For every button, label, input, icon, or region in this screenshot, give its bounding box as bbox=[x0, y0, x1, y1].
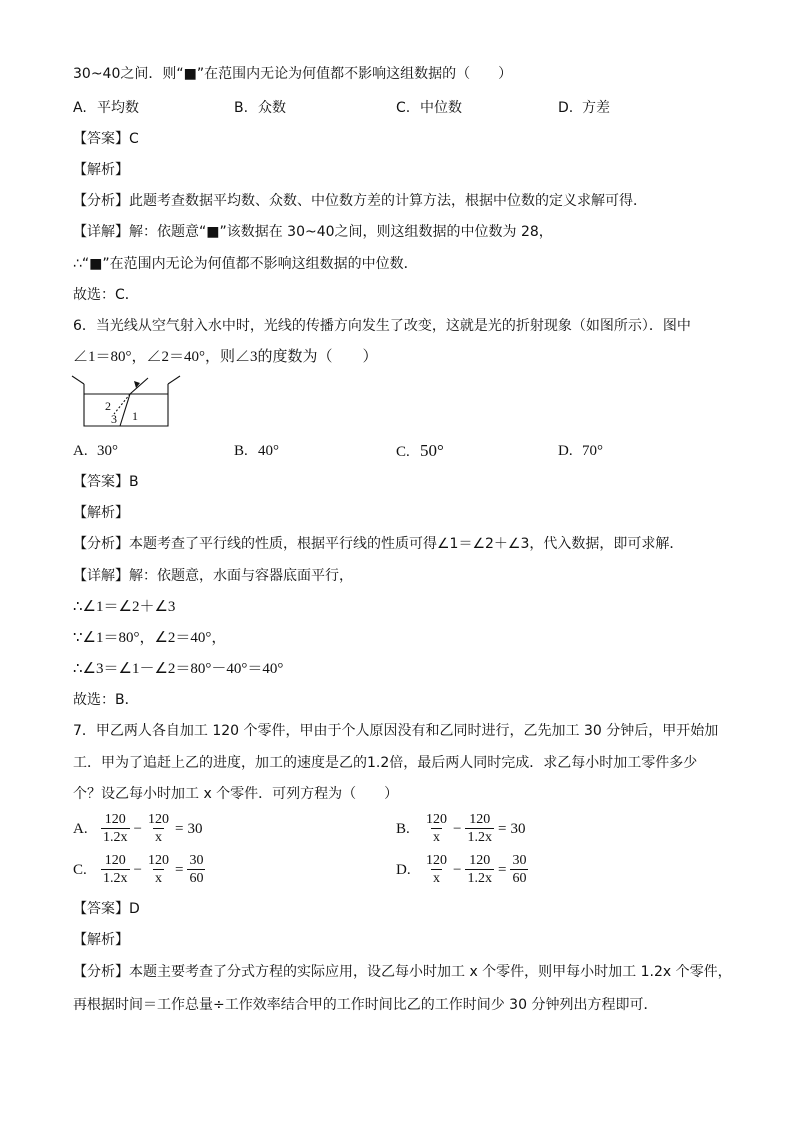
q6-answer: 【答案】B bbox=[73, 474, 139, 490]
q6-option-b: B. 40° bbox=[234, 443, 279, 459]
angle-label-3: 3 bbox=[111, 412, 117, 426]
q7-option-d: D. $\frac{120}{x}$ − $\frac{120}{1.2x}$ = $\frac{30}{60}$ bbox=[396, 853, 527, 886]
q6-stem-line1: 6．当光线从空气射入水中时，光线的传播方向发生了改变，这就是光的折射现象（如图所示）．图中 bbox=[73, 318, 691, 334]
q7-answer: 【答案】D bbox=[73, 901, 140, 917]
q7-option-b: B. $\frac{120}{x}$ − $\frac{120}{1.2x}$ = 30 bbox=[396, 812, 526, 845]
q7-stem-line3: 个？设乙每小时加工 x 个零件．可列方程为（ ） bbox=[73, 786, 399, 802]
q7-analysis-line1: 【分析】本题主要考查了分式方程的实际应用，设乙每小时加工 x 个零件，则甲每小时加工 1.2x 个零件， bbox=[73, 964, 732, 980]
q7-analysis-heading: 【解析】 bbox=[73, 932, 129, 948]
q5-stem-tail: 30~40之间．则“■”在范围内无论为何值都不影响这组数据的（ ） bbox=[73, 66, 513, 82]
q5-option-a: A. 平均数 bbox=[73, 100, 139, 116]
q7-option-a: A. $\frac{120}{1.2x}$ − $\frac{120}{x}$ = 30 bbox=[73, 812, 203, 845]
q5-detail: 【详解】解：依题意“■”该数据在 30~40之间，则这组数据的中位数为 28， bbox=[73, 224, 553, 240]
q5-answer: 【答案】C bbox=[73, 131, 139, 147]
q7-option-c: C. $\frac{120}{1.2x}$ − $\frac{120}{x}$ = $\frac{30}{60}$ bbox=[73, 853, 204, 886]
q6-detail: 【详解】解：依题意，水面与容器底面平行， bbox=[73, 568, 353, 584]
q5-option-b: B. 众数 bbox=[234, 100, 286, 116]
q6-step-3: ∴∠3＝∠1－∠2＝80°－40°＝40° bbox=[73, 661, 284, 677]
angle-label-2: 2 bbox=[105, 399, 111, 413]
q6-step-1: ∴∠1＝∠2＋∠3 bbox=[73, 599, 176, 615]
q5-option-d: D. 方差 bbox=[558, 100, 610, 116]
q5-choice: 故选：C． bbox=[73, 287, 139, 303]
q6-stem-line2: ∠1＝80°，∠2＝40°，则∠3的度数为（ ） bbox=[73, 349, 378, 365]
q6-step-2: ∵∠1＝80°，∠2＝40°， bbox=[73, 630, 227, 646]
angle-label-1: 1 bbox=[132, 409, 138, 423]
q6-option-d: D. 70° bbox=[558, 443, 603, 459]
q7-analysis-line2: 再根据时间＝工作总量÷工作效率结合甲的工作时间比乙的工作时间少 30 分钟列出方程即可． bbox=[73, 997, 658, 1013]
q6-analysis-heading: 【解析】 bbox=[73, 505, 129, 521]
q6-analysis: 【分析】本题考查了平行线的性质，根据平行线的性质可得∠1＝∠2＋∠3，代入数据，即可求解． bbox=[73, 536, 684, 552]
q6-choice: 故选：B． bbox=[73, 692, 139, 708]
q5-analysis-heading: 【解析】 bbox=[73, 162, 129, 178]
q7-stem-line1: 7．甲乙两人各自加工 120 个零件，甲由于个人原因没有和乙同时进行，乙先加工 30 分钟后，甲开始加 bbox=[73, 723, 719, 739]
q6-option-a: A. 30° bbox=[73, 443, 118, 459]
q5-conclusion: ∴“■”在范围内无论为何值都不影响这组数据的中位数． bbox=[73, 256, 418, 272]
q7-stem-line2: 工．甲为了追赶上乙的进度，加工的速度是乙的1.2倍，最后两人同时完成．求乙每小时加工零件多少 bbox=[73, 755, 698, 771]
q5-analysis: 【分析】此题考查数据平均数、众数、中位数方差的计算方法，根据中位数的定义求解可得． bbox=[73, 193, 647, 209]
refraction-diagram bbox=[70, 374, 182, 434]
q6-option-c: C. 50° bbox=[396, 441, 444, 460]
q5-option-c: C. 中位数 bbox=[396, 100, 462, 116]
